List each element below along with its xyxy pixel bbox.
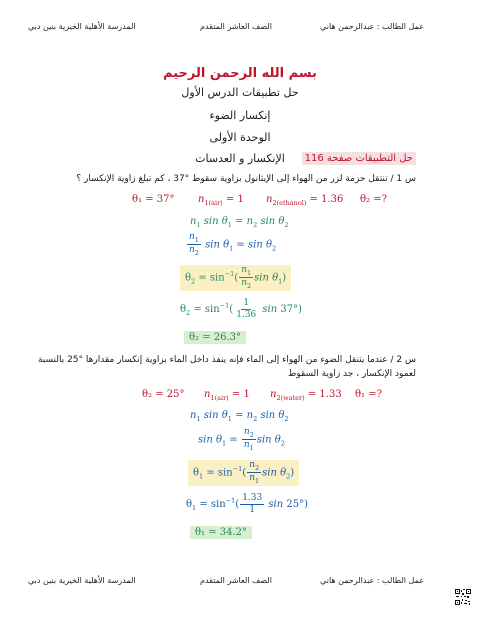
q1-result: θ₂ = 26.3°: [184, 331, 246, 344]
q1-snell-law: $n_1$ $\sin \theta_1 = n_2$ $\sin \theta_2$: [190, 216, 289, 229]
q2-n-air-value: 1: [243, 389, 250, 400]
q1-step-ratio: $\frac{n_1}{n_2}$ $\sin \theta_1 = \sin \theta_2$: [189, 232, 277, 258]
header-grade: الصف العاشر المتقدم: [200, 22, 272, 31]
q2-n-water-value: 1.33: [319, 389, 342, 400]
q2-given-unknown: θ₁ =?: [355, 389, 382, 400]
q1-step-inverse: $\theta_2 = \sin^{-1}$( $\frac{n_1}{n_2}$ $\sin \theta_1$): [180, 265, 291, 291]
q2-given-theta2: θ₂ = 25°: [142, 389, 185, 400]
title-line-1: حل تطبيقات الدرس الأول: [181, 86, 299, 99]
q2-given-n-air: $n_{1(air)} = 1$: [204, 389, 250, 402]
q2-step-inverse: $\theta_1 = \sin^{-1}$( $\frac{n_2}{n_1}$ $\sin \theta_2$): [188, 460, 299, 486]
basmala: بسم الله الرحمن الرحيم: [163, 66, 317, 81]
page-tag: حل التطبيقات صفحة 116: [302, 152, 416, 165]
q1-n-air-value: 1: [237, 194, 244, 205]
title-line-3: الوحدة الأولى: [209, 131, 271, 144]
footer-school: المدرسة الأهلية الخيرية بنين دبي: [28, 576, 136, 585]
question-1-text: س 1 / تنتقل حزمة لزر من الهواء إلى الإيثانول بزاوية سقوط °37 ، كم تبلغ زاوية الإنكسار ؟: [76, 174, 416, 184]
q2-step-ratio: $\sin \theta_1$ = $\frac{n_2}{n_1}$ $\sin \theta_2$: [198, 427, 285, 453]
footer-grade: الصف العاشر المتقدم: [200, 576, 272, 585]
q1-n-ethanol-value: 1.36: [321, 194, 344, 205]
footer-student: عمل الطالب : عبدالرحمن هاني: [320, 576, 424, 585]
header-student: عمل الطالب : عبدالرحمن هاني: [320, 22, 424, 31]
q2-step-substitute: $\theta_1 = \sin^{-1}$( $\frac{1.33}{1}$ sin 25°): [186, 493, 309, 515]
question-2-text-line2: لعمود الإنكسار ، جد زاوية السقوط: [288, 369, 416, 379]
header-school: المدرسة الأهلية الخيرية بنين دبي: [28, 22, 136, 31]
title-line-4: الإنكسار و العدسات: [195, 152, 285, 165]
q2-snell-law: $n_1$ $\sin \theta_1 = n_2$ $\sin \theta_2$: [190, 410, 289, 423]
title-line-2: إنكسار الضوء: [209, 109, 271, 122]
q1-given-n-ethanol: $n_{2(ethanol)} = 1.36$: [266, 194, 344, 207]
q1-step-substitute: $\theta_2 = \sin^{-1}$( $\frac{1}{1.36}$ sin 37°): [180, 298, 303, 320]
q1-given-theta1: θ₁ = 37°: [132, 194, 175, 205]
q1-given-unknown: θ₂ =?: [360, 194, 387, 205]
q2-result: θ₁ = 34.2°: [190, 526, 252, 539]
q2-given-n-water: $n_{2(water)} = 1.33$: [270, 389, 342, 402]
question-2-text-line1: س 2 / عندما يتنقل الضوء من الهواء إلى الماء فإنه ينفذ داخل الماء بزاوية إنكسار مقدارها °25 بالنسبة: [37, 355, 416, 365]
q1-given-n-air: $n_{1(air)} = 1$: [198, 194, 244, 207]
qr-code-icon: [455, 589, 471, 605]
